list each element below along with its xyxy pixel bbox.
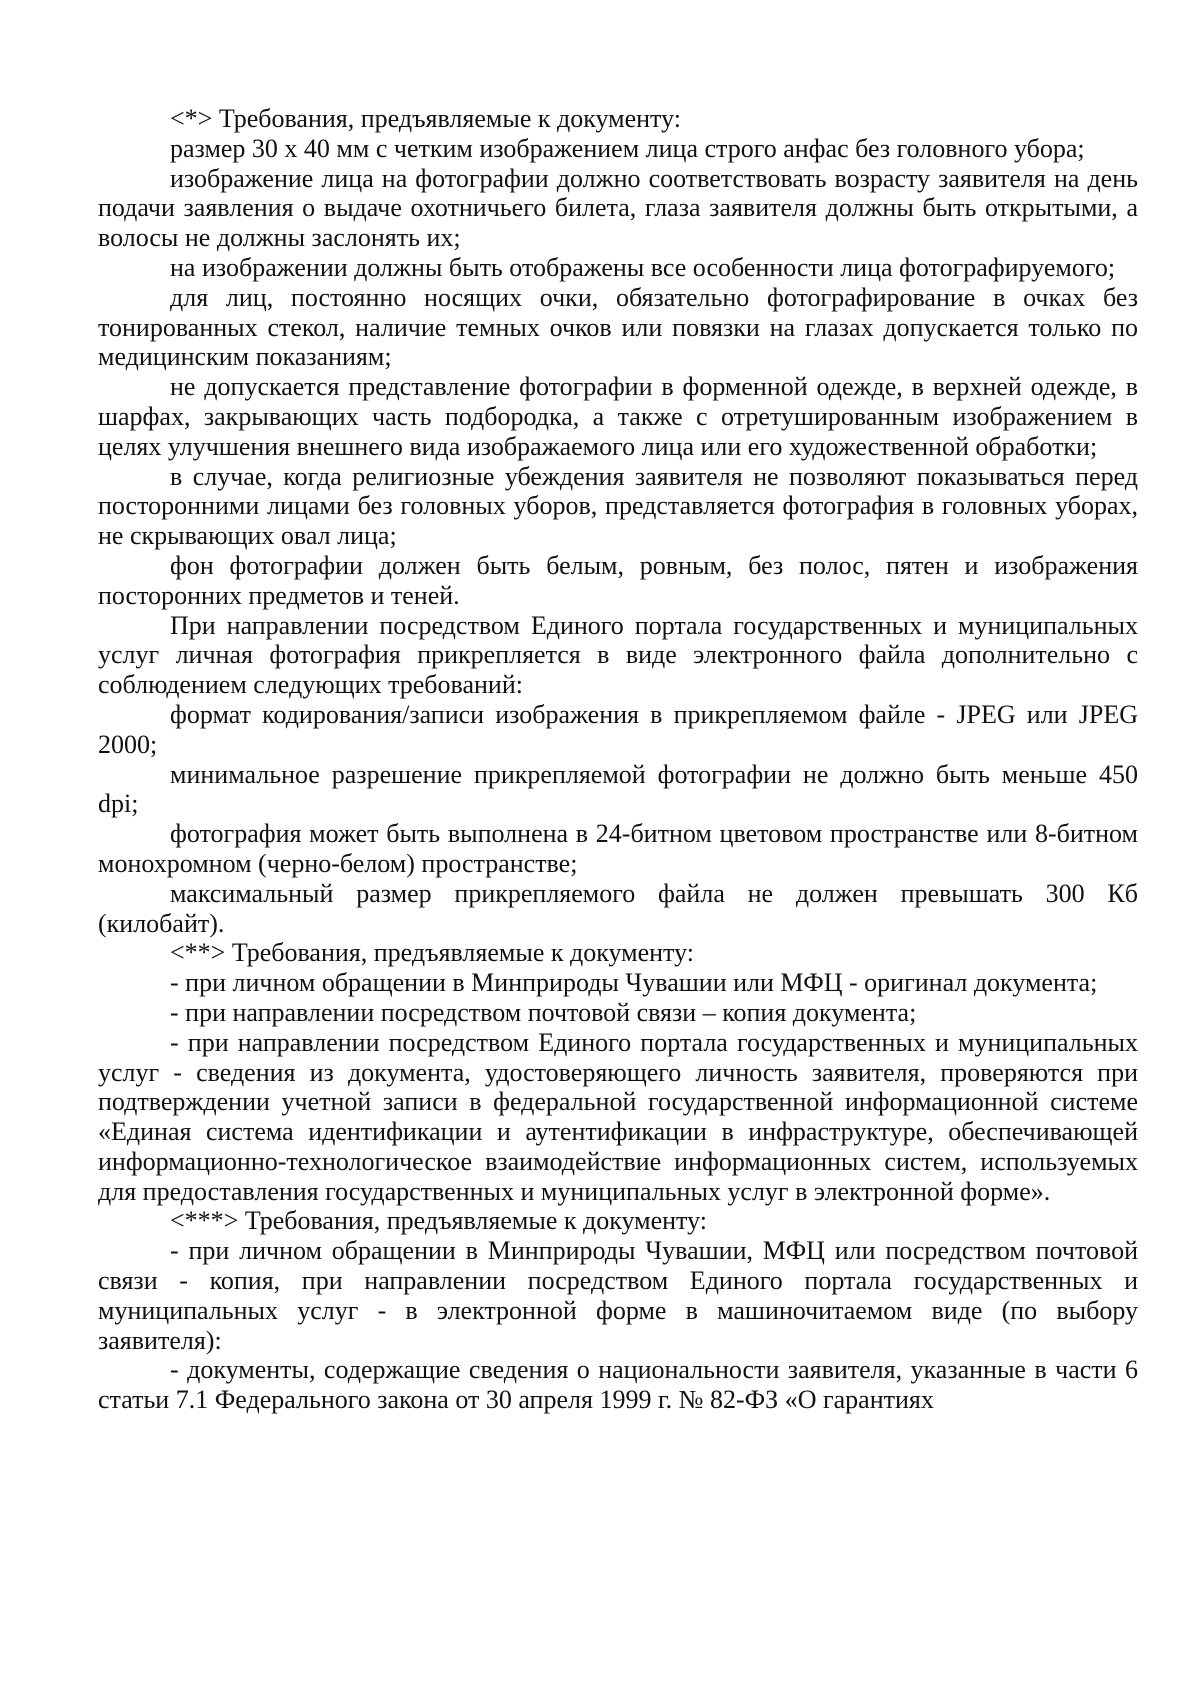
- document-page: [98, 104, 1138, 1415]
- paragraph: <***> Требования, предъявляемые к документу:: [170, 1206, 707, 1236]
- paragraph: размер 30 х 40 мм с четким изображением лица строго анфас без головного убора;: [170, 133, 1085, 163]
- paragraph: <*> Требования, предъявляемые к документу:: [170, 104, 681, 133]
- paragraph: для лиц, постоянно носящих очки, обязательно фотографирование в очках без тонированных стекол, наличие темных очков или повязки на глазах допускается только по медицинским показаниям;: [98, 282, 1138, 372]
- paragraph: изображение лица на фотографии должно соответствовать возрасту заявителя на день подачи заявления о выдаче охотничьего билета, глаза заявителя должны быть открытыми, а волосы не должны заслонять их;: [98, 163, 1138, 253]
- paragraph: фон фотографии должен быть белым, ровным, без полос, пятен и изображения посторонних предметов и теней.: [98, 550, 1138, 610]
- paragraph: При направлении посредством Единого портала государственных и муниципальных услуг личная фотография прикрепляется в виде электронного файла дополнительно с соблюдением следующих требований:: [98, 610, 1138, 700]
- paragraph: минимальное разрешение прикрепляемой фотографии не должно быть меньше 450 dpi;: [98, 759, 1138, 819]
- paragraph: <**> Требования, предъявляемые к документу:: [170, 938, 694, 968]
- paragraph: максимальный размер прикрепляемого файла не должен превышать 300 Кб (килобайт).: [98, 878, 1138, 938]
- paragraph: - при личном обращении в Минприроды Чувашии или МФЦ - оригинал документа;: [170, 968, 1098, 998]
- paragraph: на изображении должны быть отображены все особенности лица фотографируемого;: [170, 252, 1116, 282]
- paragraph: не допускается представление фотографии в форменной одежде, в верхней одежде, в шарфах, закрывающих часть подбородка, а также с отретушированным изображением в целях улучшения внешнего вида изображаемого лица или его художественной обработки;: [98, 372, 1138, 461]
- paragraph: фотография может быть выполнена в 24-битном цветовом пространстве или 8-битном монохромном (черно-белом) пространстве;: [98, 819, 1138, 878]
- paragraph: в случае, когда религиозные убеждения заявителя не позволяют показываться перед посторонними лицами без головных уборов, представляется фотография в головных уборах, не скрывающих овал лица;: [98, 461, 1138, 551]
- paragraph: - при направлении посредством Единого портала государственных и муниципальных услуг - сведения из документа, удостоверяющего личность заявителя, проверяются при подтверждении учетной записи в федеральной государственной информационной системе «Единая система идентификации и аутентификации в инфраструктуре, обеспечивающей информационно-технологическое взаимодействие информационных систем, используемых для предоставления государственных и муниципальных услуг в электронной форме».: [98, 1027, 1138, 1206]
- paragraph: - при личном обращении в Минприроды Чувашии, МФЦ или посредством почтовой связи - копия, при направлении посредством Единого портала государственных и муниципальных услуг - в электронной форме в машиночитаемом виде (по выбору заявителя):: [98, 1236, 1138, 1355]
- paragraph: - при направлении посредством почтовой связи – копия документа;: [170, 997, 917, 1027]
- paragraph: формат кодирования/записи изображения в прикрепляемом файле - JPEG или JPEG 2000;: [98, 699, 1138, 759]
- paragraph: - документы, содержащие сведения о национальности заявителя, указанные в части 6 статьи 7.1 Федерального закона от 30 апреля 1999 г. № 82-ФЗ «О гарантиях: [98, 1355, 1138, 1415]
